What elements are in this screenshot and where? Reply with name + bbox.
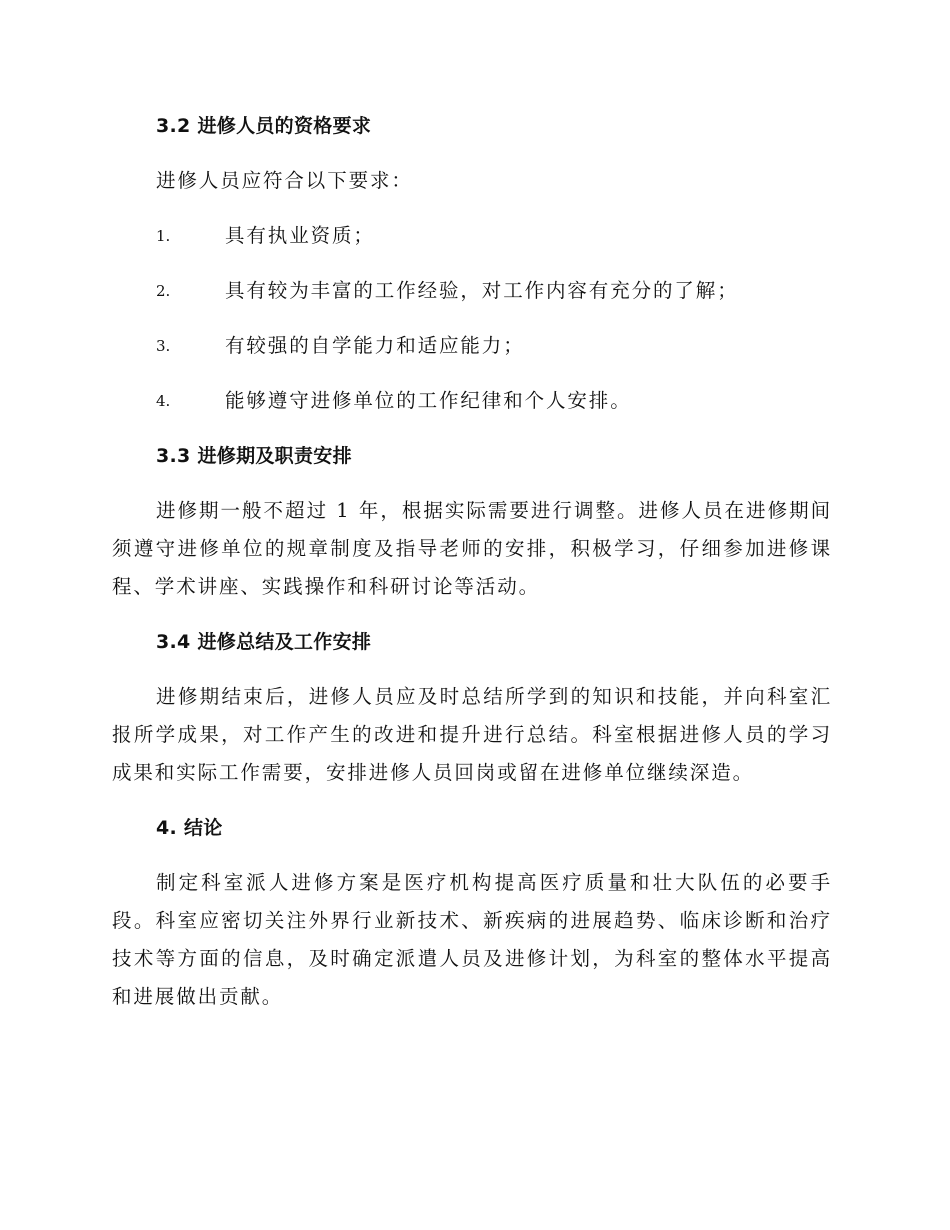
list-item [112, 217, 832, 255]
section-heading-3-4: 3.4 进修总结及工作安排 [156, 631, 372, 653]
section-paragraph-3-4: 进修期结束后，进修人员应及时总结所学到的知识和技能，并向科室汇报所学成果，对工作产生的改进和提升进行总结。科室根据进修人员的学习成果和实际工作需要，安排进修人员回岗或留在进修单位继续深造。 [112, 685, 832, 784]
list-text: 具有执业资质； [225, 224, 375, 247]
section-paragraph-4: 制定科室派人进修方案是医疗机构提高医疗质量和壮大队伍的必要手段。科室应密切关注外界行业新技术、新疾病的进展趋势、临床诊断和治疗技术等方面的信息，及时确定派遣人员及进修计划，为科室的整体水平提高和进展做出贡献。 [112, 871, 832, 1008]
section-heading-3-2: 3.2 进修人员的资格要求 [156, 115, 372, 137]
section-heading-3-3: 3.3 进修期及职责安排 [156, 445, 352, 467]
list-text: 具有较为丰富的工作经验，对工作内容有充分的了解； [225, 279, 739, 302]
list-item [112, 327, 832, 365]
list-number: 1. [156, 227, 171, 245]
section-intro: 进修人员应符合以下要求： [156, 169, 413, 192]
document-body [112, 107, 832, 1033]
list-item [112, 272, 832, 310]
list-number: 4. [156, 392, 171, 410]
list-item [112, 382, 832, 420]
list-text: 能够遵守进修单位的工作纪律和个人安排。 [225, 389, 632, 412]
section-heading-4: 4. 结论 [156, 817, 223, 839]
section-paragraph-3-3: 进修期一般不超过 1 年，根据实际需要进行调整。进修人员在进修期间须遵守进修单位的规章制度及指导老师的安排，积极学习，仔细参加进修课程、学术讲座、实践操作和科研讨论等活动。 [112, 499, 832, 598]
list-text: 有较强的自学能力和适应能力； [225, 334, 525, 357]
list-number: 2. [156, 282, 171, 300]
list-number: 3. [156, 337, 171, 355]
